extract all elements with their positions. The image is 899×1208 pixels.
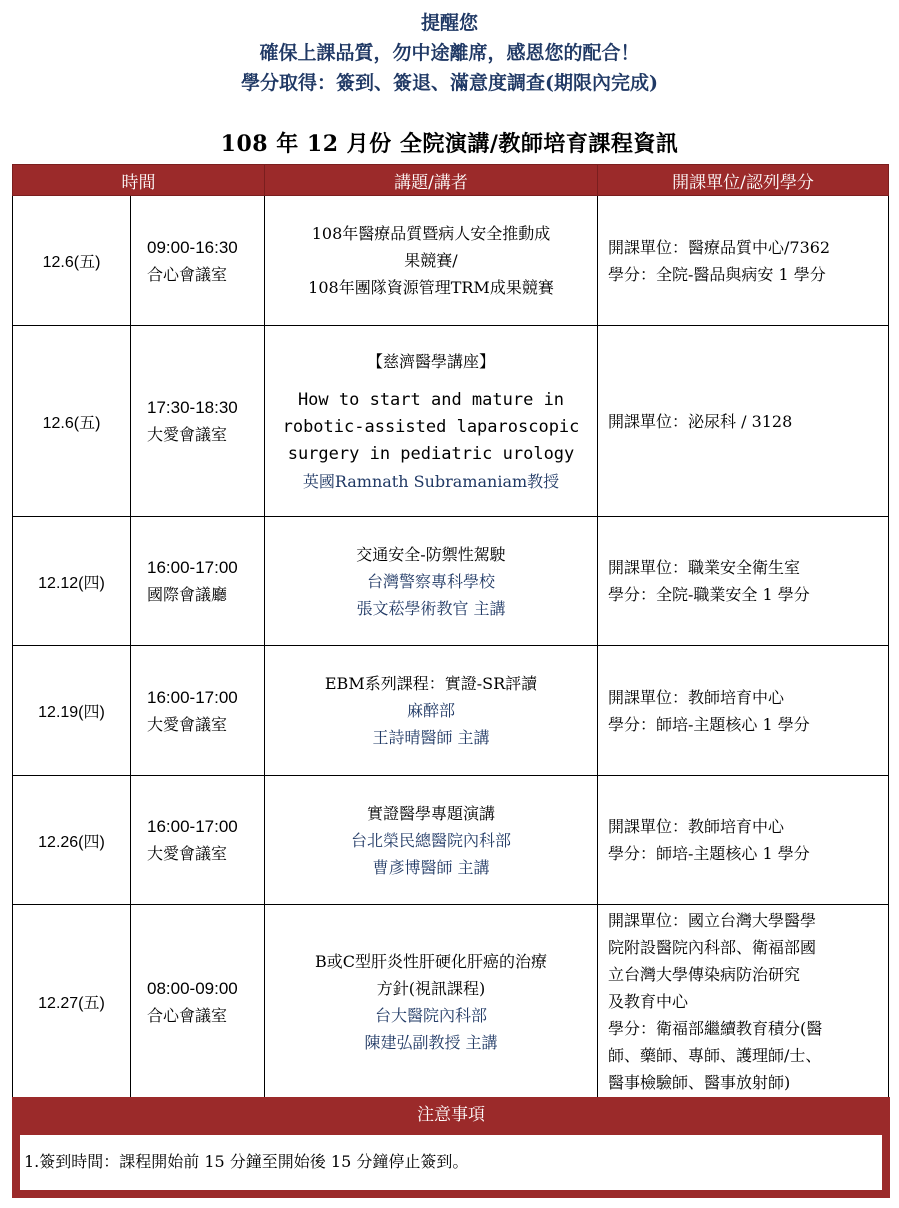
document-title: 108 年 12 月份 全院演講/教師培育課程資訊 [220, 131, 679, 157]
reminder-quality-note: 確保上課品質，勿中途離席，感恩您的配合！ [259, 42, 640, 64]
row-topic [265, 646, 598, 776]
unit-line: 開課單位：醫療品質中心/7362 [608, 237, 831, 257]
notice-item: 1.簽到時間：課程開始前 15 分鐘至開始後 15 分鐘停止簽到。 [20, 1135, 882, 1190]
header-topic: 講題/講者 [265, 165, 598, 196]
row-date: 12.12(四) [13, 517, 131, 646]
schedule-table [12, 164, 889, 1099]
speaker-line: 王詩晴醫師 主講 [372, 728, 490, 747]
topic-line: 108年醫療品質暨病人安全推動成 [311, 224, 551, 243]
unit-line: 開課單位：國立台灣大學醫學 [608, 911, 817, 930]
topic-line: B或C型肝炎性肝硬化肝癌的治療 [314, 951, 547, 971]
unit-line: 學分：衛福部繼續教育積分(醫 [608, 1019, 823, 1038]
row-time-place [131, 646, 265, 776]
row-topic [265, 905, 598, 1099]
table-row [13, 646, 889, 776]
row-unit [598, 646, 889, 776]
row-place: 合心會議室 [147, 264, 228, 284]
row-time-place [131, 905, 265, 1099]
row-time: 17:30-18:30 [147, 398, 238, 417]
row-date: 12.26(四) [13, 776, 131, 905]
table-row [13, 196, 889, 326]
row-topic [265, 776, 598, 905]
table-header-row [13, 165, 889, 196]
row-time-place [131, 326, 265, 517]
header-time: 時間 [13, 165, 265, 196]
speaker-line: 台灣警察專科學校 [366, 571, 495, 591]
unit-line: 學分：全院-職業安全 1 學分 [608, 585, 810, 604]
unit-line: 開課單位：教師培育中心 [608, 687, 785, 707]
row-time: 16:00-17:00 [147, 558, 238, 577]
row-place: 國際會議廳 [147, 585, 228, 604]
topic-line: 方針(視訊課程) [376, 978, 486, 998]
row-time-place [131, 776, 265, 905]
topic-line: 交通安全-防禦性駕駛 [356, 544, 506, 564]
topic-line: 108年團隊資源管理TRM成果競賽 [308, 278, 554, 297]
speaker-line: 麻醉部 [406, 701, 455, 720]
row-unit [598, 326, 889, 517]
table-row [13, 905, 889, 1099]
row-time: 16:00-17:00 [147, 687, 238, 707]
speaker-line: 英國Ramnath Subramaniam教授 [302, 471, 560, 491]
topic-line: 實證醫學專題演講 [366, 803, 495, 823]
topic-line: robotic-assisted laparoscopic [282, 416, 580, 437]
reminder-block [0, 8, 899, 98]
row-topic [265, 517, 598, 646]
topic-line: EBM系列課程：實證-SR評讀 [324, 674, 538, 693]
unit-line: 院附設醫院內科部、衛福部國 [608, 938, 817, 957]
table-row [13, 326, 889, 517]
notice-box [12, 1097, 890, 1198]
row-place: 大愛會議室 [147, 714, 228, 734]
unit-line: 學分：師培-主題核心 1 學分 [608, 714, 810, 734]
row-time: 08:00-09:00 [147, 978, 238, 998]
row-date: 12.6(五) [13, 196, 131, 326]
row-date: 12.6(五) [13, 326, 131, 517]
row-date: 12.27(五) [13, 905, 131, 1099]
row-date: 12.19(四) [13, 646, 131, 776]
row-place: 合心會議室 [147, 1005, 228, 1025]
unit-line: 及教育中心 [608, 992, 689, 1011]
table-row [13, 776, 889, 905]
reminder-credit-note: 學分取得：簽到、簽退、滿意度調查(期限內完成) [241, 72, 658, 94]
row-topic [265, 196, 598, 326]
topic-line: How to start and mature in [297, 389, 565, 410]
reminder-heading: 提醒您 [420, 12, 478, 34]
row-time-place [131, 517, 265, 646]
speaker-line: 張文菘學術教官 主講 [356, 598, 506, 618]
unit-line: 立台灣大學傳染病防治研究 [608, 965, 801, 984]
row-topic [265, 326, 598, 517]
speaker-line: 台大醫院內科部 [374, 1005, 487, 1025]
lecture-series-heading: 【慈濟醫學講座】 [366, 351, 495, 371]
speaker-line: 曹彥博醫師 主講 [372, 857, 490, 877]
header-unit: 開課單位/認列學分 [598, 165, 889, 196]
unit-line: 師、藥師、專師、護理師/士、 [608, 1046, 822, 1065]
row-place: 大愛會議室 [147, 844, 228, 863]
row-unit [598, 905, 889, 1099]
row-place: 大愛會議室 [147, 425, 228, 444]
row-time: 09:00-16:30 [147, 237, 238, 257]
row-unit [598, 517, 889, 646]
unit-line: 學分：全院-醫品與病安 1 學分 [608, 264, 826, 284]
row-unit [598, 776, 889, 905]
row-unit [598, 196, 889, 326]
unit-line: 學分：師培-主題核心 1 學分 [608, 844, 810, 863]
speaker-line: 陳建弘副教授 主講 [364, 1032, 498, 1052]
unit-line: 開課單位：職業安全衛生室 [608, 558, 801, 577]
unit-line: 開課單位：泌尿科 / 3128 [608, 411, 793, 431]
unit-line: 開課單位：教師培育中心 [608, 817, 785, 836]
row-time: 16:00-17:00 [147, 817, 238, 836]
topic-line: surgery in pediatric urology [287, 443, 575, 464]
notice-heading: 注意事項 [417, 1105, 485, 1125]
row-time-place [131, 196, 265, 326]
speaker-line: 台北榮民總醫院內科部 [350, 830, 511, 850]
unit-line: 醫事檢驗師、醫事放射師) [608, 1073, 791, 1092]
table-row [13, 517, 889, 646]
topic-line: 果競賽/ [404, 251, 458, 270]
